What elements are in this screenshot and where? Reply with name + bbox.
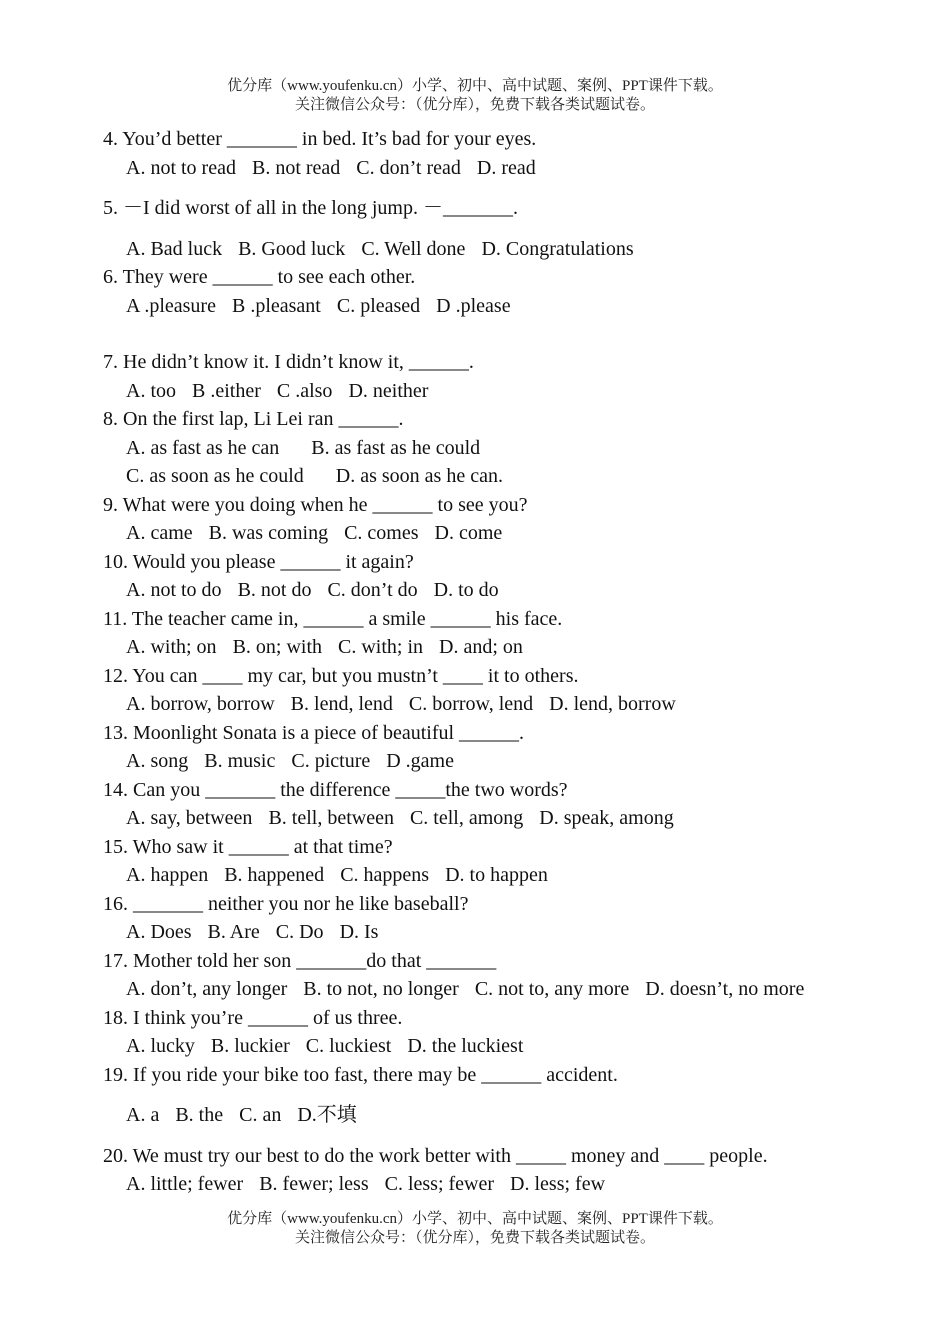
answer-option: A. with; on [126, 636, 217, 658]
option-row [103, 747, 923, 776]
option-row [103, 804, 923, 833]
option-row [103, 918, 923, 947]
option-row [103, 462, 923, 491]
answer-option: B. happened [224, 864, 325, 886]
question-item [103, 125, 923, 182]
answer-option: D. lend, borrow [549, 693, 676, 715]
answer-option: D. speak, among [539, 807, 674, 829]
answer-option: B. to not, no longer [303, 978, 459, 1000]
option-row [103, 235, 923, 264]
answer-option: B. luckier [210, 1035, 290, 1057]
answer-option: B. the [175, 1104, 224, 1126]
answer-option: D.不填 [297, 1104, 357, 1126]
option-row [103, 377, 923, 406]
question-stem: 11. The teacher came in, ______ a smile ______ his face. [103, 607, 563, 630]
question-item [103, 605, 923, 662]
answer-option: A. not to do [126, 579, 222, 601]
answer-option: A. a [126, 1104, 160, 1126]
option-row [103, 1101, 923, 1130]
answer-option: D. the luckiest [407, 1035, 524, 1057]
answer-option: B. as fast as he could [311, 436, 481, 459]
answer-option: C. tell, among [409, 807, 524, 829]
answer-option: A. say, between [126, 807, 253, 829]
answer-option: C. borrow, lend [408, 693, 534, 715]
answer-option: B. on; with [232, 636, 323, 658]
question-stem: 14. Can you _______ the difference _____the two words? [103, 778, 568, 801]
answer-option: D. less; few [510, 1173, 606, 1195]
question-item [103, 263, 923, 320]
question-stem: 13. Moonlight Sonata is a piece of beautiful ______. [103, 721, 525, 744]
page-header [0, 77, 950, 115]
answer-option: A. song [126, 750, 189, 772]
answer-option: B .either [192, 379, 261, 402]
option-row [103, 690, 923, 719]
question-stem: 7. He didn’t know it. I didn’t know it, ______. [103, 351, 474, 373]
question-stem: 9. What were you doing when he ______ to see you? [103, 493, 528, 516]
question-item [103, 491, 923, 548]
question-item [103, 947, 923, 1004]
answer-option: A. borrow, borrow [126, 693, 275, 715]
answer-option: B .pleasant [231, 294, 321, 317]
question-stem: 12. You can ____ my car, but you mustn’t ____ it to others. [103, 664, 579, 687]
option-row [103, 633, 923, 662]
page-footer [0, 1210, 950, 1248]
option-row [103, 861, 923, 890]
answer-option: A. too [126, 379, 176, 402]
answer-option: D. to do [433, 579, 499, 601]
answer-option: A. lucky [126, 1035, 195, 1057]
question-item [103, 348, 923, 405]
answer-option: A. not to read [126, 156, 236, 179]
answer-option: A. don’t, any longer [126, 978, 288, 1000]
answer-option: D .game [386, 750, 454, 772]
answer-option: C. less; fewer [384, 1173, 495, 1195]
question-item [103, 662, 923, 719]
option-row [103, 434, 923, 463]
answer-option: B. Are [207, 921, 260, 943]
answer-option: D. Congratulations [481, 237, 634, 260]
option-row [103, 1032, 923, 1061]
answer-option: C. an [239, 1104, 282, 1126]
answer-option: C. Well done [361, 237, 466, 260]
header-line-1: 优分库（www.youfenku.cn）小学、初中、高中试题、案例、PPT课件下载。 [227, 78, 723, 94]
question-list [103, 125, 923, 1199]
question-stem: 5. －I did worst of all in the long jump. －_______. [103, 197, 518, 219]
question-stem: 4. You’d better _______ in bed. It’s bad for your eyes. [103, 128, 537, 150]
answer-option: D .please [436, 294, 511, 317]
answer-option: B. was coming [208, 522, 329, 544]
answer-option: D. doesn’t, no more [645, 978, 805, 1000]
answer-option: D. and; on [439, 636, 523, 658]
answer-option: C. comes [344, 522, 419, 544]
answer-option: A. Bad luck [126, 237, 223, 260]
footer-line-1: 优分库（www.youfenku.cn）小学、初中、高中试题、案例、PPT课件下载。 [227, 1211, 723, 1227]
option-row [103, 519, 923, 548]
answer-option: C .also [276, 379, 333, 402]
answer-option: A. little; fewer [126, 1173, 244, 1195]
answer-option: C. not to, any more [474, 978, 630, 1000]
question-item [103, 548, 923, 605]
question-stem: 8. On the first lap, Li Lei ran ______. [103, 408, 404, 430]
answer-option: C. as soon as he could [126, 465, 304, 487]
question-item [103, 194, 923, 263]
option-row [103, 1170, 923, 1199]
footer-line-2: 关注微信公众号：（优分库），免费下载各类试题试卷。 [294, 1230, 655, 1246]
answer-option: D. read [476, 156, 536, 179]
question-stem: 20. We must try our best to do the work better with _____ money and ____ people. [103, 1144, 768, 1167]
option-row [103, 292, 923, 321]
answer-option: B. Good luck [238, 237, 346, 260]
question-stem: 18. I think you’re ______ of us three. [103, 1006, 403, 1029]
question-item [103, 776, 923, 833]
option-row [103, 576, 923, 605]
answer-option: C. pleased [336, 294, 421, 317]
question-stem: 10. Would you please ______ it again? [103, 550, 414, 573]
question-stem: 6. They were ______ to see each other. [103, 266, 416, 288]
answer-option: B. music [204, 750, 276, 772]
answer-option: D. as soon as he can. [335, 465, 503, 487]
answer-option: D. to happen [445, 864, 548, 886]
question-stem: 17. Mother told her son _______do that _______ [103, 949, 497, 972]
question-item [103, 1061, 923, 1130]
answer-option: C. don’t do [327, 579, 418, 601]
answer-option: D. neither [348, 379, 429, 402]
question-item [103, 1142, 923, 1199]
question-item [103, 1004, 923, 1061]
question-stem: 19. If you ride your bike too fast, there may be ______ accident. [103, 1063, 618, 1086]
question-item [103, 405, 923, 491]
answer-option: C. Do [275, 921, 324, 943]
answer-option: C. happens [340, 864, 430, 886]
option-row [103, 154, 923, 183]
answer-option: A. came [126, 522, 193, 544]
answer-option: B. not read [251, 156, 341, 179]
answer-option: C. don’t read [356, 156, 461, 179]
answer-option: B. tell, between [268, 807, 394, 829]
answer-option: D. come [434, 522, 503, 544]
answer-option: B. not do [237, 579, 312, 601]
header-line-2: 关注微信公众号：（优分库），免费下载各类试题试卷。 [294, 97, 655, 113]
answer-option: C. with; in [338, 636, 424, 658]
answer-option: A .pleasure [126, 294, 216, 317]
question-item [103, 890, 923, 947]
answer-option: A. as fast as he can [126, 436, 280, 459]
answer-option: D. Is [339, 921, 379, 943]
question-stem: 15. Who saw it ______ at that time? [103, 835, 393, 858]
answer-option: C. picture [291, 750, 371, 772]
answer-option: A. happen [126, 864, 209, 886]
answer-option: A. Does [126, 921, 192, 943]
question-stem: 16. _______ neither you nor he like baseball? [103, 892, 469, 915]
answer-option: B. fewer; less [259, 1173, 369, 1195]
question-item [103, 833, 923, 890]
answer-option: C. luckiest [305, 1035, 392, 1057]
answer-option: B. lend, lend [290, 693, 393, 715]
question-item [103, 719, 923, 776]
option-row [103, 975, 923, 1004]
